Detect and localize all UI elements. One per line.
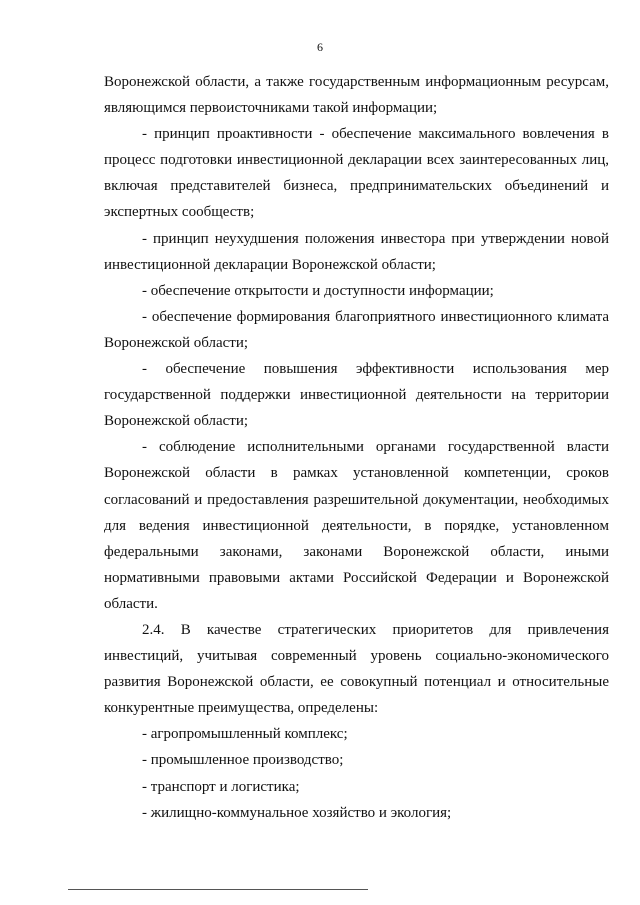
page-number: 6 bbox=[317, 40, 323, 54]
list-item-agro-industrial: - агропромышленный комплекс; bbox=[142, 726, 348, 743]
paragraph-non-deterioration-principle: - принцип неухудшения положения инвестора при утверждении новой инвестиционной декларации Воронежской области; bbox=[104, 230, 609, 273]
paragraph-proactivity-principle: - принцип проактивности - обеспечение максимального вовлечения в процесс подготовки инвестиционной декларации всех заинтересованных лиц, включая представителей бизнеса, предпринимательских объединений и экспертных сообществ; bbox=[104, 126, 609, 221]
list-item-housing-ecology: - жилищно-коммунальное хозяйство и экология; bbox=[142, 804, 452, 821]
paragraph-support-efficiency: - обеспечение повышения эффективности использования мер государственной поддержки инвестиционной деятельности на территории Воронежской области; bbox=[104, 361, 609, 430]
document-body bbox=[104, 69, 609, 826]
list-item-transport-logistics: - транспорт и логистика; bbox=[142, 778, 300, 795]
paragraph-info-resources: Воронежской области, а также государственным информационным ресурсам, являющимся первоисточниками такой информации; bbox=[104, 74, 609, 117]
paragraph-compliance-deadlines: - соблюдение исполнительными органами государственной власти Воронежской области в рамках установленной компетенции, сроков согласований и предоставления разрешительной документации, необходимых для ведения инвестиционной деятельности, в порядке, установленном федеральными законами, законами Воронежской области, иными нормативными правовыми актами Российской Федерации и Воронежской области. bbox=[104, 439, 609, 612]
paragraph-strategic-priorities: 2.4. В качестве стратегических приоритетов для привлечения инвестиций, учитывая современный уровень социально-экономического развития Воронежской области, ее совокупный потенциал и относительные конкурентные преимущества, определены: bbox=[104, 621, 609, 717]
paragraph-investment-climate: - обеспечение формирования благоприятного инвестиционного климата Воронежской области; bbox=[104, 308, 609, 351]
paragraph-openness: - обеспечение открытости и доступности информации; bbox=[142, 282, 494, 299]
list-item-industrial-production: - промышленное производство; bbox=[142, 752, 344, 769]
bottom-scan-line bbox=[68, 889, 368, 890]
